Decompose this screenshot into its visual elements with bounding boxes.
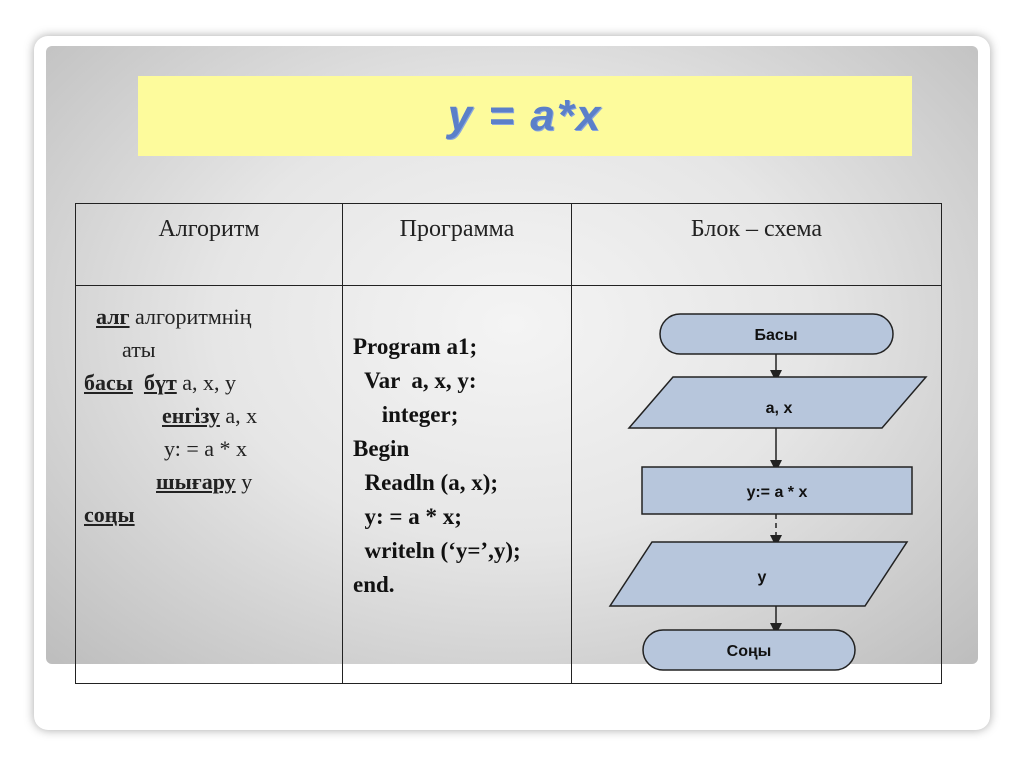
given-keyword: бүт xyxy=(143,370,177,395)
program-line: y: = a * x; xyxy=(353,504,462,529)
input-vars: а, х xyxy=(219,403,258,428)
header-flowchart: Блок – схема xyxy=(572,204,942,286)
input-keyword: енгізу xyxy=(162,403,220,428)
slide-title: y = a*x xyxy=(447,91,603,140)
table-body-row xyxy=(76,286,942,684)
program-line: Begin xyxy=(353,436,410,461)
flowchart-cell xyxy=(572,286,942,684)
algorithm-table xyxy=(75,203,942,684)
assign-statement: у: = а * х xyxy=(164,436,247,461)
table-header-row xyxy=(76,204,942,286)
output-keyword: шығару xyxy=(156,469,236,494)
alg-name-label: алгоритмнің xyxy=(129,304,252,329)
alg-name-label-2: аты xyxy=(122,337,156,362)
program-line: writeln (‘y=’,y); xyxy=(353,538,521,563)
flow-start-label: Басы xyxy=(754,327,798,344)
flowchart xyxy=(572,286,940,678)
flow-end-label: Соңы xyxy=(726,643,772,660)
program-line: Readln (a, x); xyxy=(353,470,499,495)
program-cell xyxy=(343,286,572,684)
program-line: Var a, x, y: xyxy=(353,368,477,393)
flow-process-label: у:= а * х xyxy=(746,484,808,501)
program-line: integer; xyxy=(353,402,459,427)
alg-keyword: алг xyxy=(96,304,130,329)
given-vars: а, х, у xyxy=(176,370,237,395)
title-banner xyxy=(138,76,912,156)
output-vars: у xyxy=(235,469,253,494)
header-algorithm: Алгоритм xyxy=(76,204,343,286)
end-keyword: соңы xyxy=(84,502,135,527)
flow-input-label: а, х xyxy=(765,400,793,417)
program-line: end. xyxy=(353,572,395,597)
header-program: Программа xyxy=(343,204,572,286)
program-line: Program a1; xyxy=(353,334,478,359)
flow-output-label: у xyxy=(757,569,767,586)
algorithm-cell xyxy=(76,286,343,684)
start-keyword: басы xyxy=(84,370,133,395)
